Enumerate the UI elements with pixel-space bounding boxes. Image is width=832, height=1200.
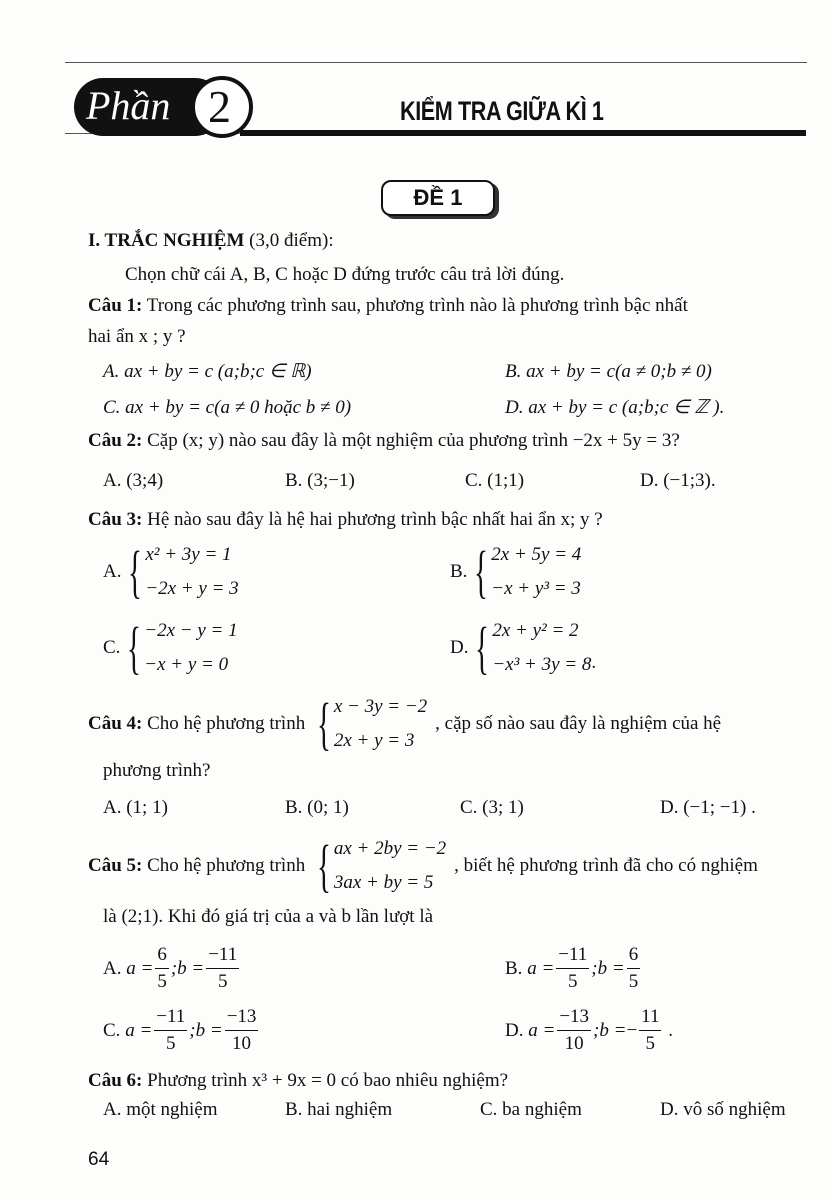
denominator: 10: [564, 1033, 584, 1054]
question-label: Câu 3:: [88, 509, 143, 530]
option-a: [103, 538, 239, 606]
option-c: [103, 614, 238, 682]
section-points: (3,0 điểm):: [249, 230, 334, 251]
question-text: Cho hệ phương trình: [147, 855, 306, 876]
sign: −: [626, 1019, 638, 1041]
equation: ax + 2by = −2: [333, 838, 447, 859]
option-c: C. ax + by = c(a ≠ 0 hoặc b ≠ 0): [103, 397, 352, 418]
question-label: Câu 4:: [88, 713, 143, 734]
equation: −2x + y = 3: [145, 578, 239, 599]
brace-icon: {: [316, 833, 331, 898]
numerator: −11: [154, 1004, 187, 1031]
option-b: B. hai nghiệm: [285, 1099, 393, 1120]
option-letter: A.: [103, 561, 122, 582]
option-letter: D.: [505, 1019, 524, 1041]
question-1-line2: hai ẩn x ; y ?: [88, 326, 186, 347]
option-b: B. (3;−1): [285, 470, 355, 491]
equation: x² + 3y = 1: [145, 544, 232, 565]
equation: −x + y = 0: [144, 654, 229, 675]
b-label: ;b =: [593, 1019, 627, 1041]
question-4: [88, 690, 721, 758]
option-c: C. ba nghiệm: [480, 1099, 582, 1120]
numerator: −13: [557, 1004, 591, 1031]
page-number: 64: [88, 1149, 110, 1170]
denominator: 5: [166, 1033, 176, 1054]
option-a: A. (3;4): [103, 470, 164, 491]
option-d: [450, 614, 596, 682]
numerator: −11: [206, 942, 239, 969]
option-b: [505, 942, 642, 995]
a-label: a =: [528, 1019, 556, 1041]
question-text: Phương trình x³ + 9x = 0 có bao nhiêu nghiệm?: [147, 1070, 509, 1091]
page-title: KIỂM TRA GIỮA KÌ 1: [400, 96, 604, 126]
equation: 2x + y² = 2: [492, 620, 579, 641]
a-label: a =: [126, 957, 154, 979]
option-letter: B.: [450, 561, 468, 582]
brace-icon: {: [474, 539, 489, 604]
option-a: A. ax + by = c (a;b;c ∈ ℝ): [103, 361, 312, 382]
numerator: 6: [627, 942, 641, 969]
option-c: [103, 1004, 260, 1057]
instruction: Chọn chữ cái A, B, C hoặc D đứng trước câu trả lời đúng.: [125, 264, 565, 285]
option-d: D. vô số nghiệm: [660, 1099, 786, 1120]
option-b: [450, 538, 581, 606]
question-3: [88, 508, 603, 532]
question-text-after: , cặp số nào sau đây là nghiệm của hệ: [435, 713, 722, 734]
question-5: [88, 832, 758, 900]
denominator: 5: [217, 971, 228, 992]
question-label: Câu 2:: [88, 430, 143, 451]
option-letter: C.: [103, 1019, 121, 1041]
brace-icon: {: [475, 615, 490, 680]
option-a: A. (1; 1): [103, 797, 168, 818]
option-letter: D.: [450, 637, 469, 658]
numerator: −11: [556, 942, 589, 969]
question-text: Trong các phương trình sau, phương trình nào là phương trình bậc nhất: [146, 295, 688, 316]
denominator: 10: [232, 1033, 252, 1054]
brace-icon: {: [316, 691, 331, 756]
equation: −x³ + 3y = 8: [492, 654, 592, 675]
option-d: [505, 1004, 673, 1057]
option-a: [103, 942, 241, 995]
question-text-after: , biết hệ phương trình đã cho có nghiệm: [454, 855, 758, 876]
option-letter: A.: [103, 957, 122, 979]
equation: −x + y³ = 3: [491, 578, 581, 599]
header-rule-thick: [240, 130, 806, 136]
option-c: C. (3; 1): [460, 797, 524, 818]
denominator: 5: [645, 1033, 656, 1054]
option-d: D. (−1;3).: [640, 470, 716, 491]
numerator: −13: [225, 1004, 259, 1031]
denominator: 5: [568, 971, 578, 992]
question-label: Câu 6:: [88, 1070, 143, 1091]
exam-label: ĐỀ 1: [381, 180, 495, 216]
b-label: ;b =: [591, 957, 625, 979]
part-number: 2: [208, 81, 231, 132]
denominator: 5: [628, 971, 639, 992]
equation: −2x − y = 1: [144, 620, 238, 641]
question-5-line2: là (2;1). Khi đó giá trị của a và b lần lượt là: [103, 906, 434, 927]
question-4-line2: phương trình?: [103, 760, 211, 781]
option-c: C. (1;1): [465, 470, 525, 491]
option-b: B. (0; 1): [285, 797, 349, 818]
question-6: [88, 1069, 508, 1093]
a-label: a =: [125, 1019, 153, 1041]
a-label: a =: [527, 957, 555, 979]
option-a: A. một nghiệm: [103, 1099, 218, 1120]
brace-icon: {: [127, 615, 142, 680]
question-1: [88, 294, 688, 318]
option-letter: B.: [505, 957, 523, 979]
top-rule: [65, 62, 807, 63]
part-word: Phần: [86, 83, 171, 128]
numerator: 11: [639, 1004, 661, 1031]
part-logo: [70, 76, 260, 144]
question-2: [88, 429, 680, 453]
equation: 2x + 5y = 4: [491, 544, 582, 565]
numerator: 6: [155, 942, 169, 969]
option-letter: C.: [103, 637, 121, 658]
brace-icon: {: [128, 539, 143, 604]
equation: x − 3y = −2: [333, 696, 428, 717]
question-text: Cho hệ phương trình: [147, 713, 306, 734]
equation: 2x + y = 3: [333, 730, 415, 751]
question-label: Câu 5:: [88, 855, 143, 876]
option-b: B. ax + by = c(a ≠ 0;b ≠ 0): [505, 361, 712, 382]
question-text: Cặp (x; y) nào sau đây là một nghiệm của phương trình −2x + 5y = 3?: [147, 430, 680, 451]
denominator: 5: [157, 971, 167, 992]
question-label: Câu 1:: [88, 295, 143, 316]
section-title: I. TRẮC NGHIỆM: [88, 230, 245, 251]
b-label: ;b =: [170, 957, 205, 979]
section-heading: [88, 229, 334, 253]
suffix: .: [591, 652, 597, 673]
option-d: D. ax + by = c (a;b;c ∈ ℤ ).: [505, 397, 725, 418]
b-label: ;b =: [189, 1019, 223, 1041]
suffix: .: [668, 1019, 673, 1041]
question-text: Hệ nào sau đây là hệ hai phương trình bậc nhất hai ẩn x; y ?: [147, 509, 603, 530]
equation: 3ax + by = 5: [333, 872, 434, 893]
option-d: D. (−1; −1) .: [660, 797, 756, 818]
